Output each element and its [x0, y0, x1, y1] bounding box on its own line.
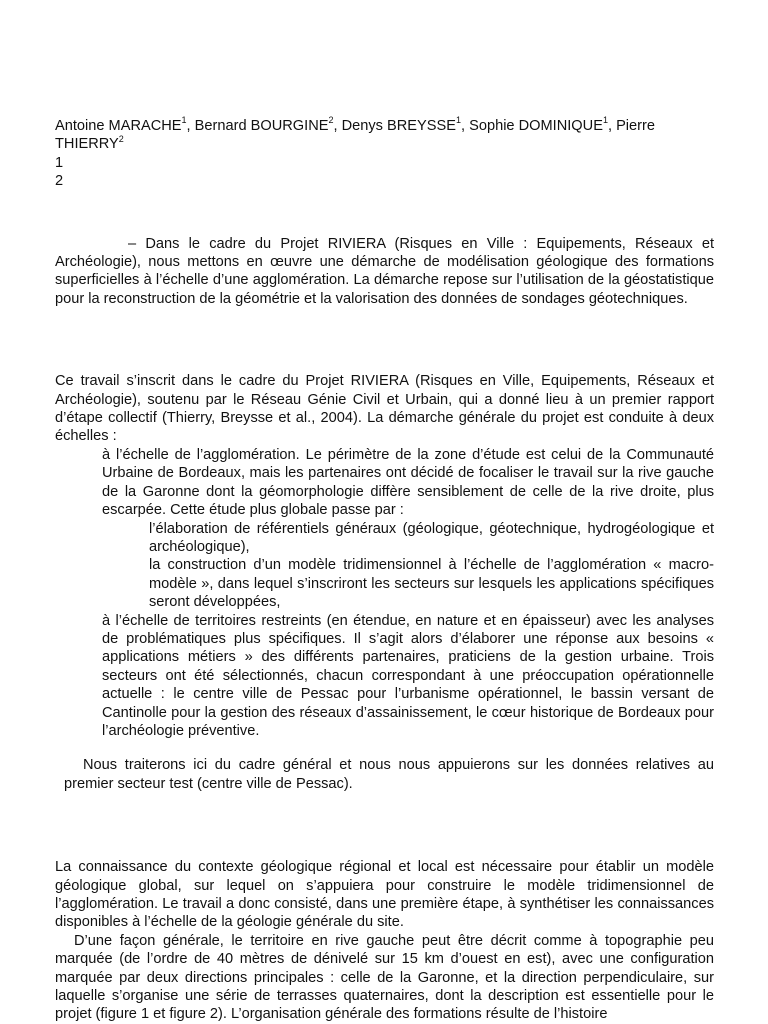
- author-affiliation-mark: 2: [118, 133, 124, 144]
- abstract-paragraph: – Dans le cadre du Projet RIVIERA (Risques en Ville : Equipements, Réseaux et Archéologie), nous mettons en œuvre une démarche de modélisation géologique des formations superficielles à l’échelle d’une agglomération. La démarche repose sur l’utilisation de la géostatistique pour la reconstruction de la géométrie et la valorisation des données de sondages géotechniques.: [55, 235, 714, 307]
- sub-list: [102, 520, 714, 612]
- author-affiliation-mark: 1: [181, 115, 187, 126]
- author-separator: ,: [461, 118, 470, 134]
- list-item: [102, 446, 714, 612]
- author-separator: ,: [333, 118, 342, 134]
- scale-list: [55, 446, 714, 741]
- context-paragraph-2: D’une façon générale, le territoire en rive gauche peut être décrit comme à topographie peu marquée (de l’ordre de 40 mètres de dénivelé sur 15 km d’ouest en est), avec une configuration marquée par deux directions principales : celle de la Garonne, et la direction perpendiculaire, sur laquelle s’organise une série de terrasses quaternaires, dont la description est essentielle pour le projet (figure 1 et figure 2). L’organisation générale des formations résulte de l’histoire: [55, 932, 714, 1023]
- author-list: [55, 117, 714, 154]
- author-name: Pierre THIERRY: [55, 118, 655, 153]
- document-page: [55, 117, 714, 1024]
- author-name: Bernard BOURGINE: [194, 118, 329, 134]
- author-name: Sophie DOMINIQUE: [469, 118, 603, 134]
- list-item: à l’échelle de territoires restreints (en étendue, en nature et en épaisseur) avec les analyses de problématiques plus spécifiques. Il s’agit alors d’élaborer une réponse aux besoins « applications métiers » des différents partenaires, praticiens de la gestion urbaine. Trois secteurs ont été sélectionnés, chacun correspondant à une préoccupation opérationnelle actuelle : le centre ville de Pessac pour l’urbanisme opérationnel, le bassin versant de Cantinolle pour la gestion des réseaux d’assainissement, le cœur historique de Bordeaux pour l’archéologie préventive.: [102, 612, 714, 739]
- author-separator: ,: [186, 118, 195, 134]
- author-name: Antoine MARACHE: [55, 118, 182, 134]
- closing-paragraph: Nous traiterons ici du cadre général et nous nous appuierons sur les données relatives au premier secteur test (centre ville de Pessac).: [64, 757, 714, 792]
- intro-paragraph: Ce travail s’inscrit dans le cadre du Projet RIVIERA (Risques en Ville, Equipements, Réseaux et Archéologie), soutenu par le Réseau Génie Civil et Urbain, qui a donné lieu à un premier rapport d’étape collectif (Thierry, Breysse et al., 2004). La démarche générale du projet est conduite à deux échelles :: [55, 373, 714, 445]
- author-affiliation-mark: 2: [328, 115, 334, 126]
- author-separator: ,: [607, 118, 617, 134]
- sub-list-item: l’élaboration de référentiels généraux (géologique, géotechnique, hydrogéologique et archéologique),: [149, 520, 714, 555]
- author-affiliation-mark: 1: [455, 115, 461, 126]
- context-paragraph: La connaissance du contexte géologique régional et local est nécessaire pour établir un modèle géologique global, sur lequel on s’appuiera pour construire le modèle tridimensionnel de l’agglomération. Le travail a donc consisté, dans une première étape, à synthétiser les connaissances disponibles à l’échelle de la géologie générale du site.: [55, 859, 714, 931]
- affiliation-number: 1: [55, 154, 64, 171]
- list-item-text: à l’échelle de l’agglomération. Le périmètre de la zone d’étude est celui de la Communauté Urbaine de Bordeaux, mais les partenaires ont décidé de focaliser le travail sur la rive gauche de la Garonne dont la géomorphologie diffère sensiblement de celle de la rive droite, plus escarpée. Cette étude plus globale passe par :: [102, 446, 714, 519]
- sub-list-item: la construction d’un modèle tridimensionnel à l’échelle de l’agglomération « macro-modèle », dans lequel s’inscriront les secteurs sur lesquels les applications spécifiques seront développées,: [149, 557, 714, 611]
- affiliation-number: 2: [55, 173, 64, 190]
- author-name: Denys BREYSSE: [341, 118, 456, 134]
- author-affiliation-mark: 1: [602, 115, 608, 126]
